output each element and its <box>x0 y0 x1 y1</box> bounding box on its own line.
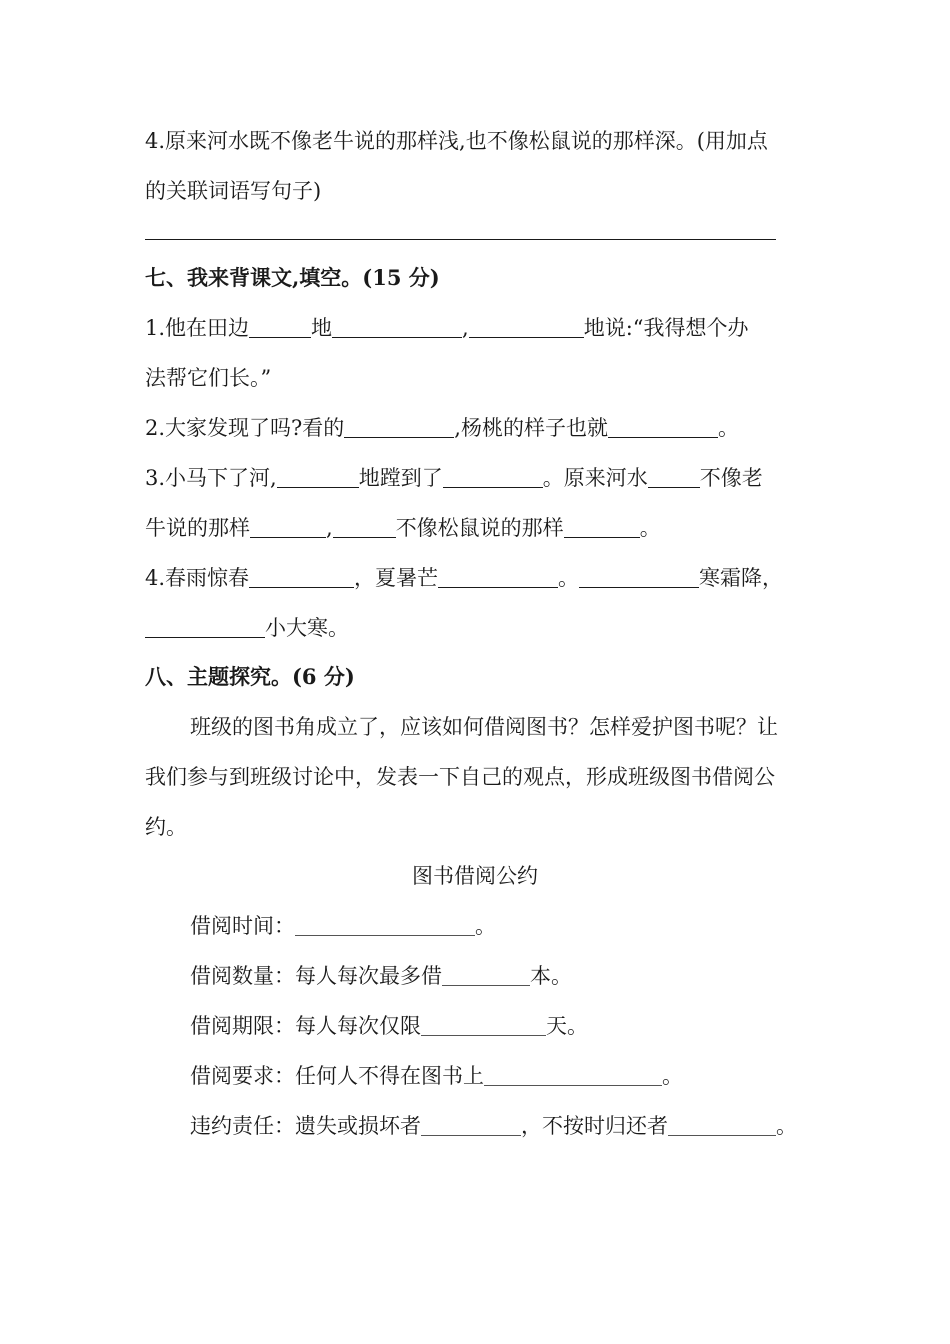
section-8-title: 八、主题探究。(6 分) <box>145 664 355 689</box>
blank[interactable] <box>421 1111 521 1136</box>
convention-row-time: 借阅时间： 。 <box>190 911 496 941</box>
convention-row-quantity: 借阅数量：每人每次最多借 本。 <box>190 961 572 991</box>
convention-heading: 图书借阅公约 <box>412 864 538 888</box>
blank[interactable] <box>250 513 326 538</box>
blank[interactable] <box>484 1061 662 1086</box>
blank[interactable] <box>332 313 462 338</box>
section-8-paragraph-line-2: 我们参与到班级讨论中，发表一下自己的观点，形成班级图书借阅公 <box>145 765 775 789</box>
section-7-item-1: 1.他在田边 地 , 地说:“我得想个办 <box>145 313 749 343</box>
section-7-item-3-cont: 牛说的那样 , 不像松鼠说的那样 。 <box>145 513 661 543</box>
blank[interactable] <box>469 313 584 338</box>
blank[interactable] <box>421 1011 546 1036</box>
section-7-title: 七、我来背课文,填空。(15 分) <box>145 265 440 290</box>
section-8-paragraph-line-1: 班级的图书角成立了，应该如何借阅图书？怎样爱护图书呢？让 <box>190 715 778 739</box>
blank[interactable] <box>295 911 475 936</box>
answer-line[interactable] <box>145 239 776 240</box>
convention-row-period: 借阅期限：每人每次仅限 天。 <box>190 1011 588 1041</box>
blank[interactable] <box>249 563 354 588</box>
section-8-paragraph-line-3: 约。 <box>145 815 187 839</box>
section-7-item-4-cont: 小大寒。 <box>145 613 349 643</box>
blank[interactable] <box>249 313 311 338</box>
section-7-item-1-cont: 法帮它们长。” <box>145 366 272 390</box>
blank[interactable] <box>579 563 699 588</box>
section-7-item-4: 4.春雨惊春 ，夏暑芒 。 寒霜降， <box>145 563 783 593</box>
blank[interactable] <box>608 413 718 438</box>
blank[interactable] <box>344 413 454 438</box>
blank[interactable] <box>442 961 530 986</box>
question-4-line-1: 4.原来河水既不像老牛说的那样浅,也不像松鼠说的那样深。(用加点 <box>145 129 768 153</box>
convention-row-liability: 违约责任：遗失或损坏者 ，不按时归还者 。 <box>190 1111 797 1141</box>
section-7-item-3: 3.小马下了河, 地蹚到了 。原来河水 不像老 <box>145 463 763 493</box>
blank[interactable] <box>333 513 396 538</box>
question-4-line-2: 的关联词语写句子) <box>145 179 322 203</box>
blank[interactable] <box>668 1111 776 1136</box>
convention-row-requirement: 借阅要求：任何人不得在图书上 。 <box>190 1061 683 1091</box>
blank[interactable] <box>438 563 558 588</box>
blank[interactable] <box>277 463 359 488</box>
blank[interactable] <box>564 513 640 538</box>
blank[interactable] <box>648 463 700 488</box>
section-7-item-2: 2.大家发现了吗?看的 ,杨桃的样子也就 。 <box>145 413 739 443</box>
blank[interactable] <box>145 613 265 638</box>
blank[interactable] <box>443 463 543 488</box>
